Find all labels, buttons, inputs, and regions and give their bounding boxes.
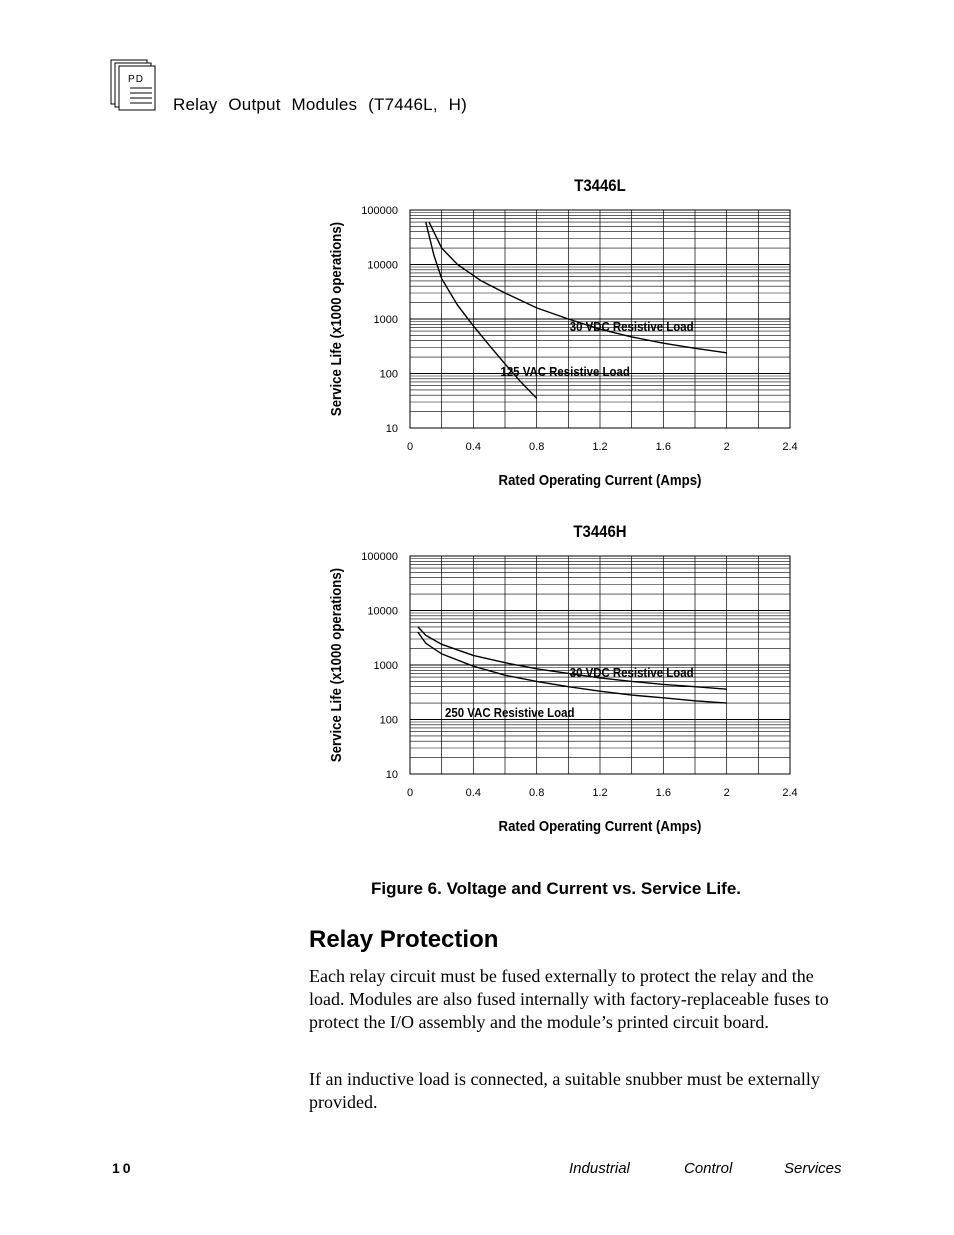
y-tick-label: 10 (385, 769, 398, 781)
y-tick-label: 1000 (373, 314, 398, 326)
chart-t3446l (320, 170, 820, 500)
y-tick-label: 10000 (367, 605, 398, 618)
x-tick-label: 0 (406, 787, 414, 799)
series-label: 30 VDC Resistive Load (569, 319, 694, 335)
y-tick-label: 100 (379, 714, 398, 727)
chart-title: T3446H (573, 523, 627, 542)
x-tick-label: 0.8 (529, 787, 545, 799)
chart-title: T3446L (574, 177, 626, 196)
y-tick-label: 1000 (373, 660, 398, 672)
x-tick-label: 2.4 (782, 441, 798, 453)
x-tick-label: 2 (723, 787, 730, 799)
page-number: 10 (112, 1160, 134, 1176)
x-axis-label: Rated Operating Current (Amps) (498, 817, 702, 835)
x-tick-label: 2.4 (782, 787, 798, 799)
y-tick-label: 100000 (361, 205, 398, 217)
logo-text: PD (128, 74, 144, 85)
footer-company-word: Industrial (569, 1160, 630, 1177)
header-title: Relay Output Modules (T7446L, H) (173, 95, 468, 114)
x-tick-label: 1.2 (592, 441, 608, 453)
y-tick-label: 100 (379, 368, 398, 381)
series-label: 125 VAC Resistive Load (500, 364, 630, 380)
figure-caption: Figure 6. Voltage and Current vs. Service Life. (371, 879, 742, 898)
x-tick-label: 2 (723, 441, 730, 453)
series-label: 30 VDC Resistive Load (569, 665, 694, 681)
document-logo-icon (110, 59, 156, 111)
x-tick-label: 1.6 (655, 441, 671, 453)
paragraph: Each relay circuit must be fused externally to protect the relay and the load. Modules are also fused internally with factory-replaceable fuses to protect the I/O assembly and the module’s printed circuit board. (309, 966, 829, 1032)
x-tick-label: 1.2 (592, 787, 608, 799)
y-tick-label: 10 (385, 423, 398, 435)
series-label: 250 VAC Resistive Load (445, 705, 575, 721)
footer-company-word: Control (684, 1160, 733, 1177)
x-tick-label: 0.4 (465, 441, 481, 453)
y-axis-label: Service Life (x1000 operations) (327, 567, 345, 763)
section-heading: Relay Protection (309, 926, 499, 953)
y-axis-label: Service Life (x1000 operations) (327, 221, 345, 417)
x-axis-label: Rated Operating Current (Amps) (498, 471, 702, 489)
x-tick-label: 0.4 (465, 787, 481, 799)
y-tick-label: 10000 (367, 259, 398, 272)
chart-t3446h (320, 516, 820, 846)
x-tick-label: 0.8 (529, 441, 545, 453)
y-tick-label: 100000 (361, 551, 398, 563)
x-tick-label: 1.6 (655, 787, 671, 799)
paragraph: If an inductive load is connected, a suitable snubber must be externally provided. (309, 1069, 820, 1112)
x-tick-label: 0 (406, 441, 414, 453)
footer-company-word: Services (784, 1160, 842, 1177)
